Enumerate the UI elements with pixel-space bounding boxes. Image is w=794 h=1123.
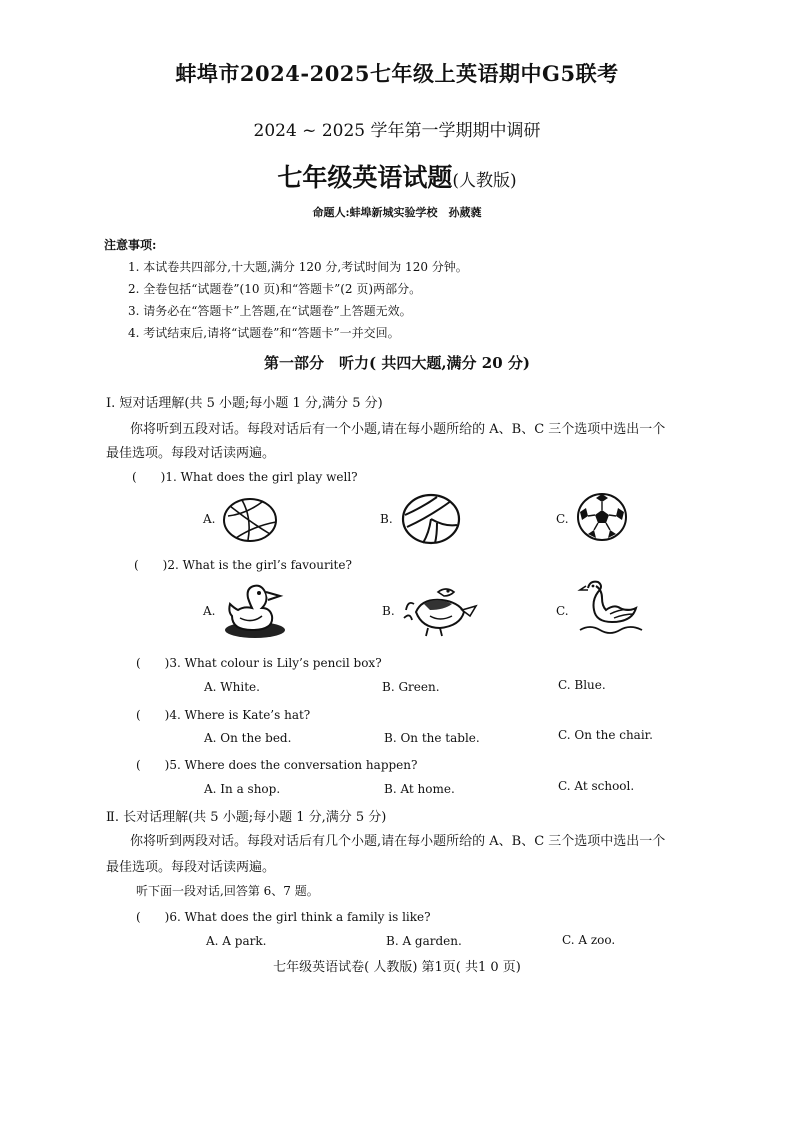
section1-instructions-cont: 最佳选项。每段对话读两遍。 — [106, 446, 276, 461]
duck-icon — [222, 582, 288, 640]
answer-blank[interactable]: ( ) — [132, 470, 166, 484]
note-item: 1. 本试卷共四部分,十大题,满分 120 分,考试时间为 120 分钟。 — [128, 260, 468, 274]
option-a: A. A park. — [206, 934, 267, 948]
notes-heading: 注意事项: — [104, 238, 157, 252]
option-c: C. — [556, 512, 569, 526]
option-c: C. Blue. — [558, 678, 606, 692]
option-c: C. On the chair. — [558, 728, 653, 742]
question-text: 1. What does the girl play well? — [165, 470, 358, 484]
part1-heading: 第一部分 听力( 共四大题,满分 20 分) — [264, 354, 530, 372]
volleyball-icon — [401, 493, 461, 545]
question-text: 4. Where is Kate’s hat? — [169, 708, 311, 722]
section1-instructions: 你将听到五段对话。每段对话后有一个小题,请在每小题所给的 A、B、C 三个选项中选出一个 — [130, 422, 666, 437]
option-b: B. On the table. — [384, 731, 480, 745]
note-item: 2. 全卷包括“试题卷”(10 页)和“答题卡”(2 页)两部分。 — [128, 282, 422, 296]
question-3 — [136, 654, 382, 671]
question-5 — [136, 756, 417, 773]
author-line: 命题人:蚌埠新城实验学校 孙葳蕤 — [312, 206, 482, 219]
answer-blank[interactable]: ( ) — [134, 558, 168, 572]
section2-instructions-cont: 最佳选项。每段对话读两遍。 — [106, 860, 276, 875]
question-text: 5. Where does the conversation happen? — [169, 758, 418, 772]
option-a: A. On the bed. — [204, 731, 292, 745]
bird-icon — [400, 582, 478, 638]
option-c: C. At school. — [558, 779, 635, 793]
swan-icon — [576, 578, 644, 638]
question-text: 6. What does the girl think a family is like? — [169, 910, 431, 924]
option-a: A. White. — [204, 680, 260, 694]
section2-lead: 听下面一段对话,回答第 6、7 题。 — [136, 884, 319, 898]
option-b: B. At home. — [384, 782, 455, 796]
section2-instructions: 你将听到两段对话。每段对话后有几个小题,请在每小题所给的 A、B、C 三个选项中选出一个 — [130, 834, 666, 849]
option-c: C. — [556, 604, 569, 618]
answer-blank[interactable]: ( ) — [136, 656, 170, 670]
soccer-ball-icon — [576, 492, 628, 542]
option-c: C. A zoo. — [562, 933, 616, 947]
exam-header-title: 蚌埠市2024-2025七年级上英语期中G5联考 — [175, 61, 619, 86]
note-item: 4. 考试结束后,请将“试题卷”和“答题卡”一并交回。 — [128, 326, 400, 340]
question-1 — [132, 468, 358, 485]
main-title-text: 七年级英语试题 — [277, 163, 453, 192]
question-text: 2. What is the girl’s favourite? — [167, 558, 352, 572]
option-b: B. — [380, 512, 393, 526]
answer-blank[interactable]: ( ) — [136, 758, 170, 772]
question-4 — [136, 706, 310, 723]
note-item: 3. 请务必在“答题卡”上答题,在“试题卷”上答题无效。 — [128, 304, 412, 318]
answer-blank[interactable]: ( ) — [136, 708, 170, 722]
option-a: A. — [203, 512, 216, 526]
main-title — [0, 158, 794, 194]
question-6 — [136, 908, 431, 925]
basketball-icon — [222, 496, 278, 544]
option-b: B. Green. — [382, 680, 440, 694]
main-title-edition: (人教版) — [452, 171, 517, 191]
answer-blank[interactable]: ( ) — [136, 910, 170, 924]
option-b: B. — [382, 604, 395, 618]
section1-heading: Ⅰ. 短对话理解(共 5 小题;每小题 1 分,满分 5 分) — [106, 396, 383, 411]
section2-heading: Ⅱ. 长对话理解(共 5 小题;每小题 1 分,满分 5 分) — [106, 810, 387, 825]
exam-subtitle: 2024 ~ 2025 学年第一学期期中调研 — [253, 121, 541, 141]
page-footer: 七年级英语试卷( 人教版) 第1页( 共1 0 页) — [273, 960, 521, 975]
option-b: B. A garden. — [386, 934, 462, 948]
option-a: A. — [203, 604, 216, 618]
option-a: A. In a shop. — [204, 782, 281, 796]
question-text: 3. What colour is Lily’s pencil box? — [169, 656, 382, 670]
question-2 — [134, 556, 352, 573]
